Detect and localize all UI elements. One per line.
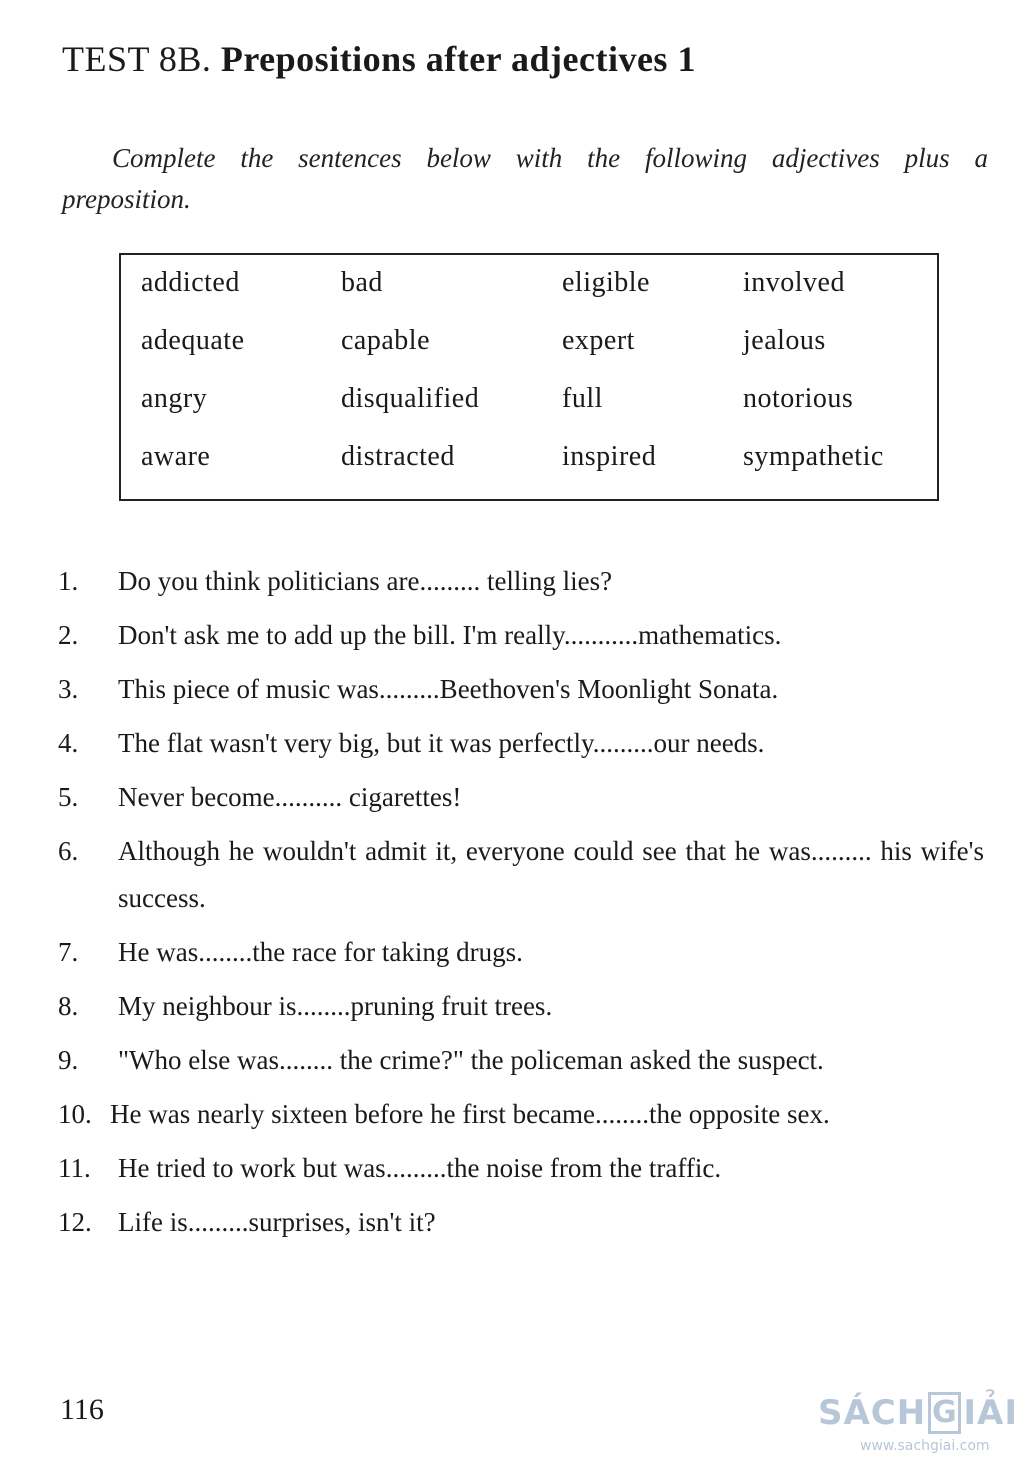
word-item: disqualified bbox=[341, 383, 480, 414]
question-text: Never become.......... cigarettes! bbox=[118, 782, 462, 812]
question-text: Although he wouldn't admit it, everyone could see that he was......... his wife's success. bbox=[118, 836, 984, 913]
word-item: bad bbox=[341, 267, 383, 298]
watermark-brand-right: IẢI bbox=[963, 1393, 1018, 1433]
watermark-url: www.sachgiai.com bbox=[860, 1438, 990, 1454]
question-number: 9. bbox=[58, 1045, 79, 1075]
question-item bbox=[58, 1199, 984, 1246]
question-item bbox=[58, 1037, 984, 1084]
question-number: 10. bbox=[58, 1099, 92, 1129]
question-number: 12. bbox=[58, 1207, 92, 1237]
word-item: sympathetic bbox=[743, 441, 884, 472]
question-item bbox=[58, 929, 984, 976]
word-item: eligible bbox=[562, 267, 650, 298]
question-number: 2. bbox=[58, 620, 79, 650]
word-item: capable bbox=[341, 325, 430, 356]
question-item bbox=[58, 828, 984, 922]
watermark bbox=[818, 1392, 1018, 1472]
question-text: He was nearly sixteen before he first became........the opposite sex. bbox=[110, 1099, 830, 1129]
word-item: jealous bbox=[743, 325, 826, 356]
adjective-word-box bbox=[119, 253, 939, 501]
question-item bbox=[58, 612, 984, 659]
word-item: expert bbox=[562, 325, 635, 356]
question-number: 3. bbox=[58, 674, 79, 704]
question-text: This piece of music was.........Beethoven's Moonlight Sonata. bbox=[118, 674, 779, 704]
question-text: Life is.........surprises, isn't it? bbox=[118, 1207, 436, 1237]
word-item: full bbox=[562, 383, 603, 414]
question-item bbox=[58, 1145, 984, 1192]
question-number: 5. bbox=[58, 782, 79, 812]
word-item: angry bbox=[141, 383, 208, 414]
question-number: 1. bbox=[58, 566, 79, 596]
adjective-grid bbox=[141, 267, 943, 499]
word-item: adequate bbox=[141, 325, 245, 356]
word-item: aware bbox=[141, 441, 211, 472]
question-item bbox=[58, 983, 984, 1030]
word-item: involved bbox=[743, 267, 845, 298]
word-item: addicted bbox=[141, 267, 240, 298]
question-text: "Who else was........ the crime?" the policeman asked the suspect. bbox=[118, 1045, 824, 1075]
page-number: 116 bbox=[60, 1393, 104, 1426]
watermark-logo-icon: G bbox=[928, 1392, 961, 1434]
word-item: distracted bbox=[341, 441, 455, 472]
instruction-text: Complete the sentences below with the following adjectives plus a preposition. bbox=[62, 143, 988, 214]
question-number: 11. bbox=[58, 1153, 91, 1183]
question-number: 7. bbox=[58, 937, 79, 967]
question-text: The flat wasn't very big, but it was perfectly.........our needs. bbox=[118, 728, 765, 758]
question-item bbox=[58, 666, 984, 713]
question-number: 8. bbox=[58, 991, 79, 1021]
question-text: Do you think politicians are......... telling lies? bbox=[118, 566, 613, 596]
question-number: 6. bbox=[58, 836, 79, 866]
question-item bbox=[58, 1091, 984, 1138]
question-text: He tried to work but was.........the noise from the traffic. bbox=[118, 1153, 722, 1183]
page-title bbox=[62, 38, 696, 80]
test-title: Prepositions after adjectives 1 bbox=[220, 39, 696, 79]
watermark-brand bbox=[818, 1392, 1018, 1434]
question-number: 4. bbox=[58, 728, 79, 758]
question-list bbox=[58, 558, 984, 1253]
question-item bbox=[58, 720, 984, 767]
watermark-brand-left: SÁCH bbox=[818, 1393, 927, 1433]
word-item: inspired bbox=[562, 441, 657, 472]
question-item bbox=[58, 774, 984, 821]
question-text: My neighbour is........pruning fruit trees. bbox=[118, 991, 553, 1021]
question-text: He was........the race for taking drugs. bbox=[118, 937, 523, 967]
test-label: TEST 8B. bbox=[62, 39, 212, 79]
question-item bbox=[58, 558, 984, 605]
word-item: notorious bbox=[743, 383, 854, 414]
question-text: Don't ask me to add up the bill. I'm really...........mathematics. bbox=[118, 620, 782, 650]
